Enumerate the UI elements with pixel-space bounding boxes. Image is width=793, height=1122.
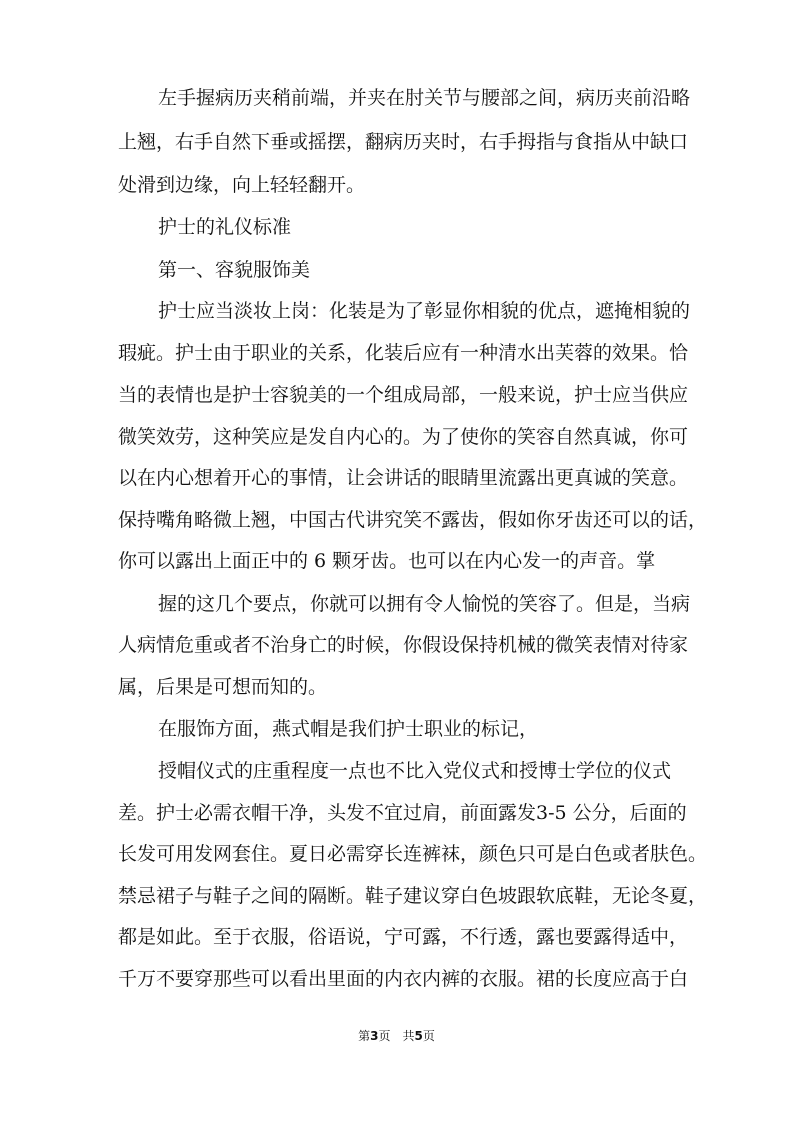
text-line: 处滑到边缘，向上轻轻翻开。 bbox=[118, 174, 366, 196]
text-line: 保持嘴角略微上翘，中国古代讲究笑不露齿，假如你牙齿还可以的话， bbox=[118, 509, 708, 531]
total-page-number: 5 bbox=[414, 1029, 423, 1043]
text-line: 上翘，右手自然下垂或摇摆，翻病历夹时，右手拇指与食指从中缺口 bbox=[118, 131, 689, 153]
text-line: 差。护士必需衣帽干净，头发不宜过肩，前面露发3-5 公分，后面的 bbox=[118, 802, 687, 824]
section-subheading: 第一、容貌服饰美 bbox=[158, 259, 311, 281]
text-line: 瑕疵。护士由于职业的关系，化装后应有一种清水出芙蓉的效果。恰 bbox=[118, 342, 689, 364]
text-line: 左手握病历夹稍前端，并夹在肘关节与腰部之间，病历夹前沿略 bbox=[158, 87, 691, 109]
text-line: 微笑效劳，这种笑应是发自内心的。为了使你的笑容自然真诚，你可 bbox=[118, 426, 689, 448]
text-line: 千万不要穿那些可以看出里面的内衣内裤的衣服。裙的长度应高于白 bbox=[118, 968, 689, 990]
text-line: 你可以露出上面正中的 6 颗牙齿。也可以在内心发一的声音。掌 bbox=[118, 550, 656, 572]
text-line: 当的表情也是护士容貌美的一个组成局部，一般来说，护士应当供应 bbox=[118, 384, 689, 406]
section-heading: 护士的礼仪标准 bbox=[158, 216, 292, 238]
text-line: 以在内心想着开心的事情，让会讲话的眼睛里流露出更真诚的笑意。 bbox=[118, 467, 689, 489]
text-line: 授帽仪式的庄重程度一点也不比入党仪式和授博士学位的仪式 bbox=[158, 760, 672, 782]
page-footer bbox=[0, 1028, 793, 1044]
current-page-number: 3 bbox=[370, 1029, 379, 1043]
page-label-suffix: 页 bbox=[422, 1029, 435, 1043]
text-line: 在服饰方面，燕式帽是我们护士职业的标记， bbox=[158, 718, 539, 740]
text-line: 属，后果是可想而知的。 bbox=[118, 676, 328, 698]
page-label-prefix: 第 bbox=[358, 1029, 371, 1043]
text-line: 人病情危重或者不治身亡的时候，你假设保持机械的微笑表情对待家 bbox=[118, 634, 689, 656]
text-line: 握的这几个要点，你就可以拥有令人愉悦的笑容了。但是，当病 bbox=[158, 593, 691, 615]
text-line: 禁忌裙子与鞋子之间的隔断。鞋子建议穿白色坡跟软底鞋，无论冬夏， bbox=[118, 885, 708, 907]
text-line: 都是如此。至于衣服，俗语说，宁可露，不行透，露也要露得适中， bbox=[118, 926, 689, 948]
page-label-mid: 页 共 bbox=[378, 1029, 415, 1043]
text-line: 护士应当淡妆上岗：化装是为了彰显你相貌的优点，遮掩相貌的 bbox=[158, 300, 691, 322]
text-line: 长发可用发网套住。夏日必需穿长连裤袜，颜色只可是白色或者肤色。 bbox=[118, 843, 708, 865]
